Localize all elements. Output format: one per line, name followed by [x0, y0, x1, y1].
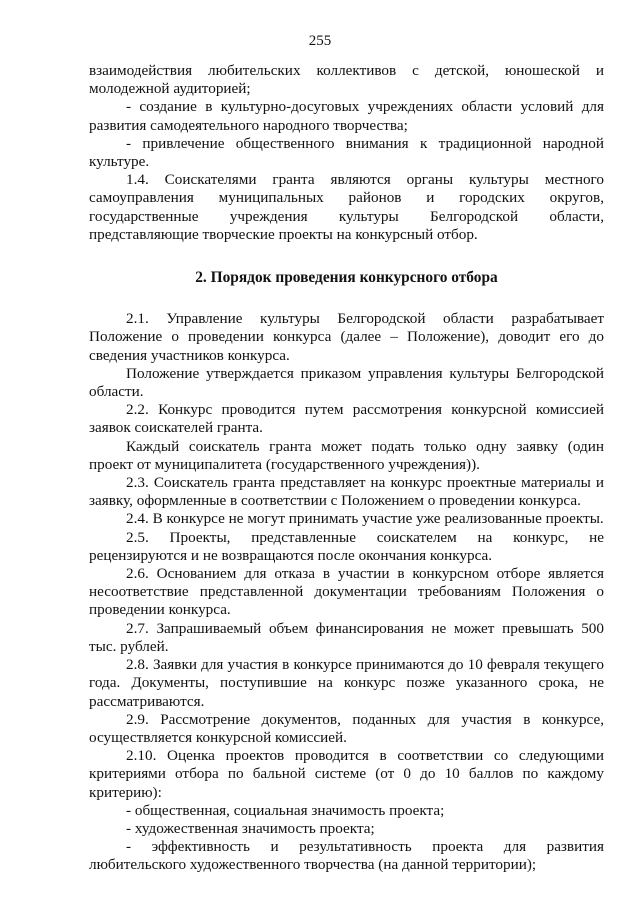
criteria-list-item: - эффективность и результативность проекта для развития любительского художественного творчества (на данной территории);	[89, 838, 604, 874]
paragraph-2-4: 2.4. В конкурсе не могут принимать участие уже реализованные проекты.	[126, 510, 604, 528]
paragraph-2-10: 2.10. Оценка проектов проводится в соответствии со следующими критериями отбора по бальной системе (от 0 до 10 баллов по каждому критерию):	[89, 747, 604, 801]
paragraph-list-item: - создание в культурно-досуговых учреждениях области условий для развития самодеятельного народного творчества;	[89, 98, 604, 134]
paragraph-2-1: 2.1. Управление культуры Белгородской области разрабатывает Положение о проведении конкурса (далее – Положение), доводит его до сведения участников конкурса.	[89, 310, 604, 364]
criteria-list-item: - художественная значимость проекта;	[126, 819, 375, 837]
page-number: 255	[308, 33, 332, 49]
paragraph-1-4: 1.4. Соискателями гранта являются органы культуры местного самоуправления муниципальных районов и городских округов, государственные учреждения культуры Белгородской области, представляющие творческие проекты на конкурсный отбор.	[89, 171, 604, 243]
section-heading: 2. Порядок проведения конкурсного отбора	[195, 269, 498, 287]
paragraph-2-6: 2.6. Основанием для отказа в участии в конкурсном отборе является несоответствие представленной документации требованиям Положения о проведении конкурса.	[89, 565, 604, 619]
paragraph-2-2: 2.2. Конкурс проводится путем рассмотрения конкурсной комиссией заявок соискателей гранта.	[89, 401, 604, 437]
paragraph-2-9: 2.9. Рассмотрение документов, поданных для участия в конкурсе, осуществляется конкурсной комиссией.	[89, 710, 604, 746]
paragraph-2-3: 2.3. Соискатель гранта представляет на конкурс проектные материалы и заявку, оформленные в соответствии с Положением о проведении конкурса.	[89, 474, 604, 510]
paragraph: Каждый соискатель гранта может подать только одну заявку (один проект от муниципалитета (государственного учреждения)).	[89, 437, 604, 473]
paragraph-cont: взаимодействия любительских коллективов с детской, юношеской и молодежной аудиторией;	[89, 62, 604, 98]
criteria-list-item: - общественная, социальная значимость проекта;	[126, 801, 445, 819]
document-body	[89, 62, 604, 875]
paragraph: Положение утверждается приказом управления культуры Белгородской области.	[89, 364, 604, 401]
paragraph-2-7: 2.7. Запрашиваемый объем финансирования не может превышать 500 тыс. рублей.	[89, 619, 604, 655]
paragraph-2-8: 2.8. Заявки для участия в конкурсе принимаются до 10 февраля текущего года. Документы, поступившие на конкурс позже указанного срока, не рассматриваются.	[89, 656, 604, 710]
paragraph-2-5: 2.5. Проекты, представленные соискателем на конкурс, не рецензируются и не возвращаются после окончания конкурса.	[89, 528, 604, 564]
paragraph-list-item: - привлечение общественного внимания к традиционной народной культуре.	[89, 134, 604, 171]
